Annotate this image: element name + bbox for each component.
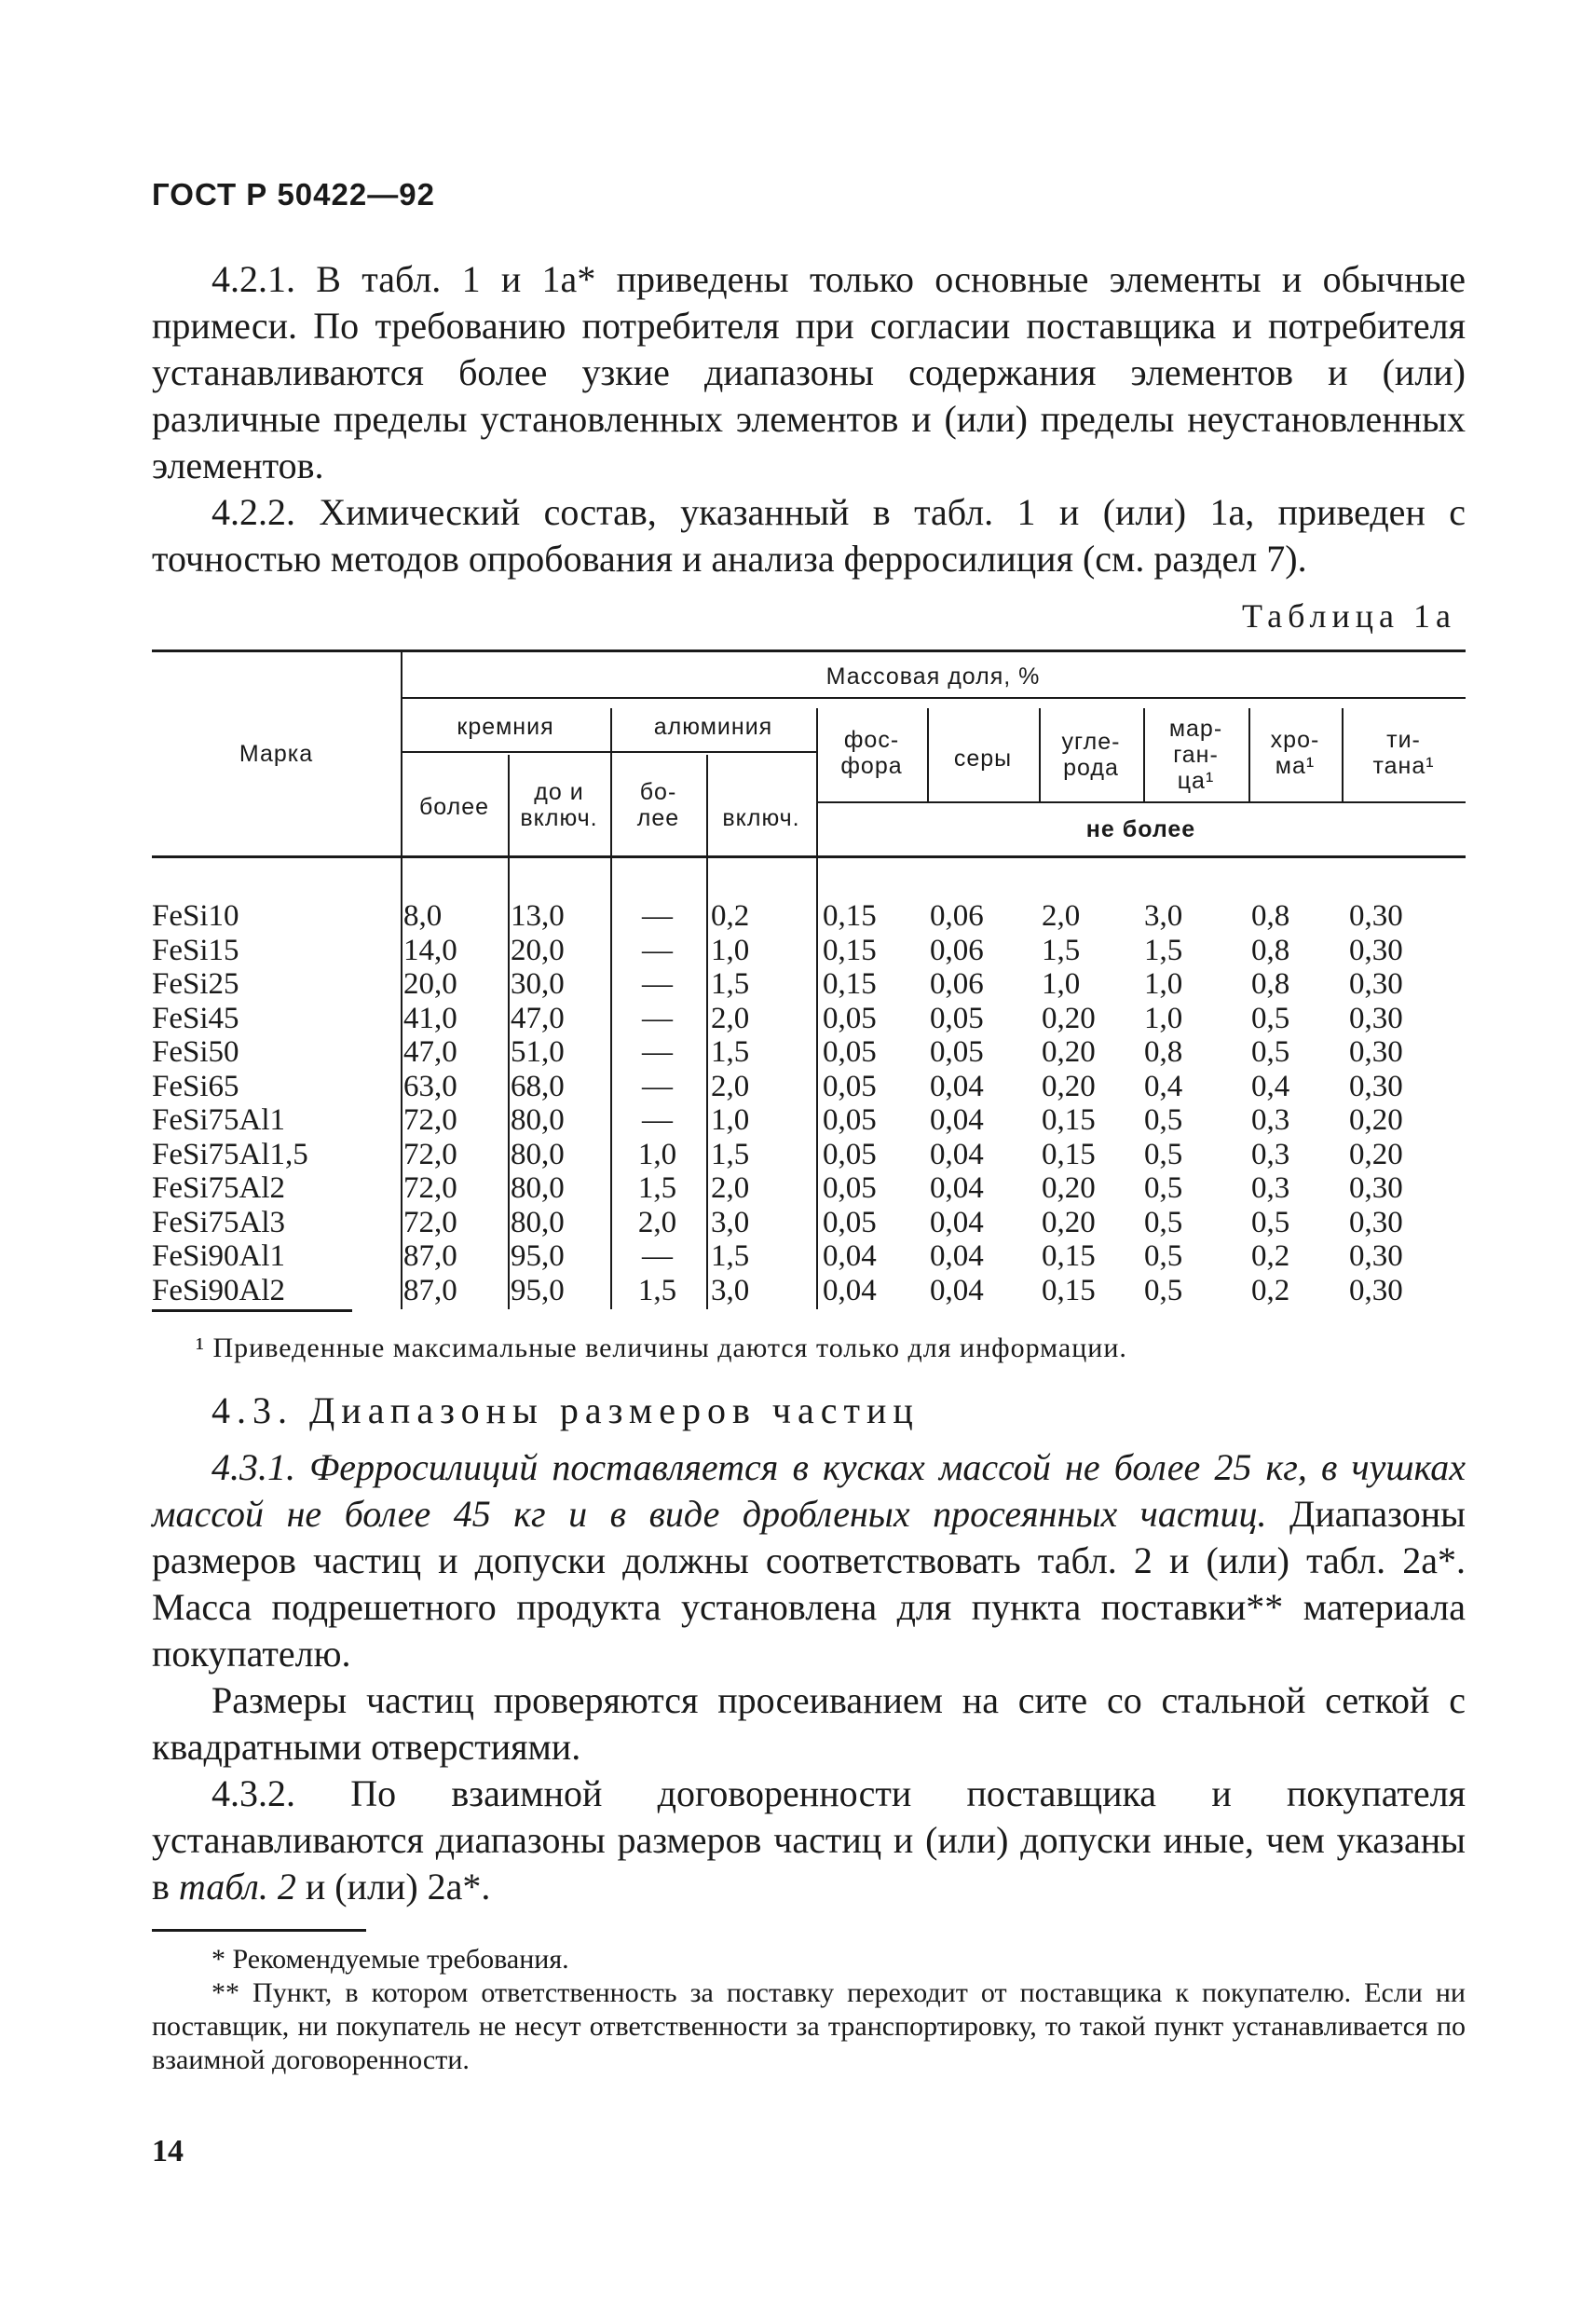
table-row <box>152 1002 1466 1035</box>
cell-mn: 0,5 <box>1144 1205 1183 1239</box>
cell-cr: 0,4 <box>1251 1069 1290 1103</box>
cell-cr: 0,3 <box>1251 1137 1290 1171</box>
cell-ti: 0,20 <box>1349 1103 1403 1137</box>
table-header-bottom-rule <box>152 855 1466 858</box>
cell-si-max: 51,0 <box>511 1035 565 1069</box>
cell-si-min: 14,0 <box>403 933 457 967</box>
col-header-aluminum: алюминия <box>653 714 773 740</box>
cell-al-max: 2,0 <box>711 1001 750 1035</box>
cell-al-max: 2,0 <box>711 1069 750 1103</box>
cell-al-max: 1,5 <box>711 1137 750 1171</box>
cell-si-max: 30,0 <box>511 967 565 1001</box>
cell-cr: 0,5 <box>1251 1205 1290 1239</box>
section-4-3-body <box>152 1444 1466 1910</box>
cell-grade: FeSi65 <box>152 1069 239 1103</box>
cell-s: 0,05 <box>930 1035 984 1069</box>
cell-grade: FeSi90Al1 <box>152 1239 286 1273</box>
cell-si-max: 80,0 <box>511 1171 565 1205</box>
cell-grade: FeSi90Al2 <box>152 1273 286 1307</box>
cell-s: 0,04 <box>930 1171 984 1205</box>
col-header-chromium: хро- ма¹ <box>1270 727 1320 779</box>
cell-ti: 0,30 <box>1349 933 1403 967</box>
cell-ti: 0,30 <box>1349 1069 1403 1103</box>
table-row <box>152 1206 1466 1239</box>
cell-si-min: 72,0 <box>403 1205 457 1239</box>
cell-si-min: 72,0 <box>403 1103 457 1137</box>
table-bottom-short-rule <box>152 1309 352 1312</box>
cell-mn: 0,4 <box>1144 1069 1183 1103</box>
table-row <box>152 1103 1466 1137</box>
sub-header-si-upto: до и включ. <box>520 779 598 831</box>
cell-al-max: 1,5 <box>711 1035 750 1069</box>
col-header-titanium: ти- тана¹ <box>1372 727 1435 779</box>
cell-mn: 1,0 <box>1144 1001 1183 1035</box>
col-header-phosphorus: фос- фора <box>840 727 903 779</box>
col-header-carbon: угле- рода <box>1061 729 1121 781</box>
table-row <box>152 967 1466 1001</box>
cell-al-max: 1,5 <box>711 1239 750 1273</box>
table-hline-notmore <box>816 801 1466 803</box>
cell-al-min: — <box>642 1001 673 1035</box>
cell-al-min: — <box>642 899 673 933</box>
cell-p: 0,05 <box>823 1069 877 1103</box>
section-4-3-title: 4.3. Диапазоны размеров частиц <box>211 1389 920 1431</box>
footnote-double-star: ** Пункт, в котором ответственность за поставку переходит от поставщика к покупателю. Если ни поставщик, ни покупатель не несут ответственности за транспортировку, то такой пункт устанавливается по взаимной договоренности. <box>152 1977 1466 2075</box>
cell-c: 0,15 <box>1042 1273 1096 1307</box>
cell-c: 0,20 <box>1042 1171 1096 1205</box>
cell-al-min: 1,5 <box>637 1273 677 1307</box>
cell-ti: 0,30 <box>1349 1205 1403 1239</box>
cell-grade: FeSi50 <box>152 1035 239 1069</box>
paragraph-4-3-2-italic: табл. 2 <box>178 1866 296 1908</box>
cell-cr: 0,8 <box>1251 933 1290 967</box>
cell-c: 0,15 <box>1042 1103 1096 1137</box>
table-row <box>152 899 1466 933</box>
table-title: Таблица 1а <box>1242 597 1456 635</box>
cell-si-min: 63,0 <box>403 1069 457 1103</box>
cell-ti: 0,30 <box>1349 1239 1403 1273</box>
cell-c: 0,20 <box>1042 1205 1096 1239</box>
paragraph-4-3-1-rest: Диапазоны размеров частиц и допуски должны соответствовать табл. 2 и (или) табл. 2а*. Масса подрешетного продукта установлена для пункта поставки** материала покупателю. <box>152 1493 1466 1675</box>
page-number: 14 <box>152 2134 184 2168</box>
cell-al-max: 2,0 <box>711 1171 750 1205</box>
cell-ti: 0,30 <box>1349 1171 1403 1205</box>
document-header: ГОСТ Р 50422—92 <box>152 177 435 212</box>
cell-al-min: 1,0 <box>637 1137 677 1171</box>
cell-ti: 0,30 <box>1349 899 1403 933</box>
cell-ti: 0,30 <box>1349 1001 1403 1035</box>
cell-mn: 0,5 <box>1144 1137 1183 1171</box>
cell-s: 0,04 <box>930 1273 984 1307</box>
col-header-grade: Марка <box>239 741 314 767</box>
cell-c: 0,15 <box>1042 1239 1096 1273</box>
cell-grade: FeSi25 <box>152 967 239 1001</box>
sub-header-not-more: не более <box>1085 816 1196 842</box>
paragraph-4-3-2 <box>152 1771 1466 1910</box>
col-header-mass-fraction: Массовая доля, % <box>825 663 1041 690</box>
cell-al-max: 1,5 <box>711 967 750 1001</box>
cell-si-max: 95,0 <box>511 1239 565 1273</box>
cell-p: 0,15 <box>823 967 877 1001</box>
paragraph-4-3-1b: Размеры частиц проверяются просеиванием на сите со стальной сеткой с квадратными отверстиями. <box>152 1679 1466 1768</box>
cell-c: 2,0 <box>1042 899 1081 933</box>
cell-p: 0,05 <box>823 1205 877 1239</box>
cell-s: 0,04 <box>930 1205 984 1239</box>
cell-p: 0,05 <box>823 1137 877 1171</box>
cell-mn: 0,8 <box>1144 1035 1183 1069</box>
cell-p: 0,15 <box>823 899 877 933</box>
cell-mn: 1,0 <box>1144 967 1183 1001</box>
cell-grade: FeSi45 <box>152 1001 239 1035</box>
cell-al-max: 3,0 <box>711 1205 750 1239</box>
cell-c: 0,15 <box>1042 1137 1096 1171</box>
cell-cr: 0,5 <box>1251 1035 1290 1069</box>
cell-al-max: 0,2 <box>711 899 750 933</box>
cell-mn: 0,5 <box>1144 1103 1183 1137</box>
cell-p: 0,05 <box>823 1001 877 1035</box>
footnote-star: * Рекомендуемые требования. <box>211 1944 569 1975</box>
cell-cr: 0,2 <box>1251 1239 1290 1273</box>
table-row <box>152 1070 1466 1103</box>
cell-grade: FeSi75Al1 <box>152 1103 286 1137</box>
cell-p: 0,04 <box>823 1239 877 1273</box>
cell-al-max: 1,0 <box>711 1103 750 1137</box>
cell-al-min: 2,0 <box>637 1205 677 1239</box>
cell-al-max: 3,0 <box>711 1273 750 1307</box>
cell-cr: 0,8 <box>1251 899 1290 933</box>
cell-p: 0,15 <box>823 933 877 967</box>
cell-si-min: 20,0 <box>403 967 457 1001</box>
cell-s: 0,06 <box>930 933 984 967</box>
cell-mn: 1,5 <box>1144 933 1183 967</box>
cell-si-min: 72,0 <box>403 1137 457 1171</box>
cell-mn: 0,5 <box>1144 1273 1183 1307</box>
col-header-sulfur: серы <box>953 745 1013 772</box>
cell-grade: FeSi75Al3 <box>152 1205 286 1239</box>
paragraph-4-2-1-text: 4.2.1. В табл. 1 и 1а* приведены только основные элементы и обычные примеси. По требованию потребителя при согласии поставщика и потребителя устанавливаются более узкие диапазоны содержания элементов и (или) различные пределы установленных элементов и (или) пределы неустановленных элементов. <box>152 258 1466 486</box>
cell-cr: 0,5 <box>1251 1001 1290 1035</box>
cell-c: 1,5 <box>1042 933 1081 967</box>
cell-s: 0,04 <box>930 1239 984 1273</box>
cell-si-min: 41,0 <box>403 1001 457 1035</box>
sub-header-al-incl: включ. <box>722 805 800 831</box>
cell-c: 0,20 <box>1042 1035 1096 1069</box>
cell-si-max: 95,0 <box>511 1273 565 1307</box>
cell-ti: 0,30 <box>1349 1035 1403 1069</box>
cell-si-min: 72,0 <box>403 1171 457 1205</box>
cell-mn: 3,0 <box>1144 899 1183 933</box>
cell-s: 0,06 <box>930 899 984 933</box>
cell-si-min: 8,0 <box>403 899 443 933</box>
cell-si-max: 80,0 <box>511 1137 565 1171</box>
sub-header-al-more: бо- лее <box>636 779 680 831</box>
cell-ti: 0,20 <box>1349 1137 1403 1171</box>
cell-al-min: — <box>642 933 673 967</box>
cell-al-min: — <box>642 1103 673 1137</box>
table-footnote: ¹ Приведенные максимальные величины даются только для информации. <box>196 1333 1127 1363</box>
cell-s: 0,05 <box>930 1001 984 1035</box>
paragraph-4-2-1 <box>152 256 1466 582</box>
paragraph-4-3-2-a: 4.3.2. По взаимной договоренности поставщика и покупателя устанавливаются диапазоны размеров частиц и (или) допуски иные, чем указаны в <box>152 1772 1466 1908</box>
cell-al-min: — <box>642 1035 673 1069</box>
cell-cr: 0,8 <box>1251 967 1290 1001</box>
cell-si-min: 87,0 <box>403 1239 457 1273</box>
table-top-rule <box>152 650 1466 652</box>
paragraph-4-3-2-b: и (или) 2а*. <box>295 1866 491 1908</box>
table-hline-sub <box>401 751 816 753</box>
cell-p: 0,05 <box>823 1035 877 1069</box>
col-header-manganese: мар- ган- ца¹ <box>1168 716 1223 794</box>
cell-mn: 0,5 <box>1144 1239 1183 1273</box>
cell-al-min: — <box>642 1069 673 1103</box>
cell-c: 0,20 <box>1042 1069 1096 1103</box>
table-row <box>152 1239 1466 1273</box>
cell-grade: FeSi10 <box>152 899 239 933</box>
table-row <box>152 934 1466 967</box>
table-row <box>152 1274 1466 1307</box>
cell-p: 0,04 <box>823 1273 877 1307</box>
footnote-divider <box>152 1929 366 1932</box>
cell-ti: 0,30 <box>1349 967 1403 1001</box>
cell-grade: FeSi75Al1,5 <box>152 1137 308 1171</box>
cell-cr: 0,3 <box>1251 1171 1290 1205</box>
cell-si-max: 80,0 <box>511 1205 565 1239</box>
cell-grade: FeSi75Al2 <box>152 1171 286 1205</box>
cell-al-min: 1,5 <box>637 1171 677 1205</box>
cell-si-max: 80,0 <box>511 1103 565 1137</box>
cell-s: 0,04 <box>930 1103 984 1137</box>
cell-si-max: 13,0 <box>511 899 565 933</box>
sub-header-si-more: более <box>418 794 490 820</box>
col-header-silicon: кремния <box>457 714 554 740</box>
cell-si-min: 87,0 <box>403 1273 457 1307</box>
table-hline-group <box>401 697 1466 699</box>
cell-p: 0,05 <box>823 1171 877 1205</box>
cell-p: 0,05 <box>823 1103 877 1137</box>
footnotes <box>152 1943 1466 2077</box>
cell-al-max: 1,0 <box>711 933 750 967</box>
cell-grade: FeSi15 <box>152 933 239 967</box>
table-row <box>152 1171 1466 1205</box>
paragraph-4-3-1-italic: 4.3.1. Ферросилиций поставляется в кусках массой не более 25 кг, в чушках массой не более 45 кг и в виде дробленых просеянных частиц. <box>152 1446 1466 1535</box>
paragraph-4-3-1 <box>152 1444 1466 1677</box>
cell-mn: 0,5 <box>1144 1171 1183 1205</box>
table-row <box>152 1138 1466 1171</box>
cell-s: 0,04 <box>930 1137 984 1171</box>
cell-c: 1,0 <box>1042 967 1081 1001</box>
cell-ti: 0,30 <box>1349 1273 1403 1307</box>
cell-si-max: 20,0 <box>511 933 565 967</box>
cell-s: 0,04 <box>930 1069 984 1103</box>
cell-si-max: 68,0 <box>511 1069 565 1103</box>
cell-al-min: — <box>642 967 673 1001</box>
table-row <box>152 1035 1466 1069</box>
paragraph-4-2-2-text: 4.2.2. Химический состав, указанный в табл. 1 и (или) 1а, приведен с точностью методов опробования и анализа ферросилиция (см. раздел 7). <box>152 491 1466 580</box>
cell-si-max: 47,0 <box>511 1001 565 1035</box>
cell-si-min: 47,0 <box>403 1035 457 1069</box>
cell-s: 0,06 <box>930 967 984 1001</box>
cell-c: 0,20 <box>1042 1001 1096 1035</box>
cell-cr: 0,2 <box>1251 1273 1290 1307</box>
cell-al-min: — <box>642 1239 673 1273</box>
cell-cr: 0,3 <box>1251 1103 1290 1137</box>
